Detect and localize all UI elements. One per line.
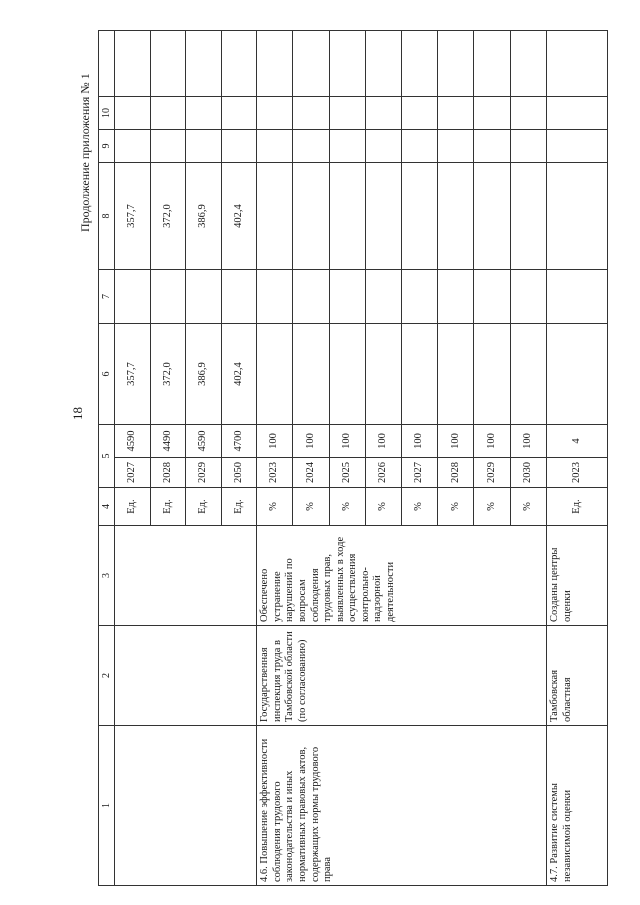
- year-cell: 2025: [329, 458, 365, 488]
- empty-cell: [115, 31, 151, 97]
- empty-cell: [329, 31, 365, 97]
- col7-cell: [510, 270, 546, 324]
- col7-cell: [474, 270, 510, 324]
- empty-cell: [115, 726, 257, 886]
- unit-cell: %: [438, 488, 474, 526]
- empty-cell: [365, 31, 401, 97]
- empty-cell: [474, 31, 510, 97]
- col7-cell: [115, 270, 151, 324]
- result-cell: Обеспечено устранение нарушений по вопросам соблюдения трудовых прав, выявленных в ходе осуществления контрольно-надзорной деятельности: [257, 526, 547, 626]
- col8-cell: 372,0: [150, 163, 186, 270]
- unit-cell: Ед.: [546, 488, 607, 526]
- year-cell: 2023: [546, 458, 607, 488]
- unit-cell: Ед.: [150, 488, 186, 526]
- measure-cell: 4.7. Развитие системы независимой оценки: [546, 726, 607, 886]
- year-cell: 2026: [365, 458, 401, 488]
- col10-cell: [365, 97, 401, 130]
- col9-cell: [257, 130, 293, 163]
- col10-cell: [150, 97, 186, 130]
- col6-cell: [329, 324, 365, 425]
- table-row: [257, 31, 293, 886]
- empty-cell: [293, 31, 329, 97]
- unit-cell: %: [329, 488, 365, 526]
- col6-cell: [293, 324, 329, 425]
- col8-cell: [329, 163, 365, 270]
- year-cell: 2030: [510, 458, 546, 488]
- col6-cell: 386,9: [186, 324, 222, 425]
- col9-cell: [293, 130, 329, 163]
- col9-cell: [438, 130, 474, 163]
- executor-cell: Тамбовская областная: [546, 626, 607, 726]
- unit-cell: %: [293, 488, 329, 526]
- empty-cell: [257, 31, 293, 97]
- unit-cell: %: [474, 488, 510, 526]
- col7-cell: [257, 270, 293, 324]
- col8-cell: [293, 163, 329, 270]
- col10-cell: [510, 97, 546, 130]
- col9-cell: [186, 130, 222, 163]
- year-cell: 2029: [474, 458, 510, 488]
- unit-cell: %: [365, 488, 401, 526]
- empty-cell: [115, 526, 257, 626]
- col7-cell: [329, 270, 365, 324]
- program-table: [98, 31, 608, 886]
- col7-cell: [365, 270, 401, 324]
- col-number: 7: [99, 270, 115, 324]
- col-number: 5: [99, 425, 115, 488]
- col-number: 3: [99, 526, 115, 626]
- col-number: 2: [99, 626, 115, 726]
- col10-cell: [186, 97, 222, 130]
- value-cell: 4490: [150, 425, 186, 458]
- empty-cell: [221, 31, 257, 97]
- col10-cell: [257, 97, 293, 130]
- col7-cell: [438, 270, 474, 324]
- col6-cell: [402, 324, 438, 425]
- col7-cell: [150, 270, 186, 324]
- year-cell: 2027: [402, 458, 438, 488]
- column-number-row: [99, 31, 115, 886]
- value-cell: 100: [510, 425, 546, 458]
- col7-cell: [402, 270, 438, 324]
- col10-cell: [329, 97, 365, 130]
- table-row: [115, 31, 151, 886]
- value-cell: 100: [402, 425, 438, 458]
- empty-cell: [546, 31, 607, 97]
- col6-cell: 357,7: [115, 324, 151, 425]
- col6-cell: [546, 324, 607, 425]
- unit-cell: %: [510, 488, 546, 526]
- value-cell: 4700: [221, 425, 257, 458]
- empty-cell: [510, 31, 546, 97]
- col6-cell: [510, 324, 546, 425]
- measure-cell: 4.6. Повышение эффективности соблюдения трудового законодательства и иных нормативных правовых актов, содержащих нормы трудового права: [257, 726, 547, 886]
- unit-cell: Ед.: [115, 488, 151, 526]
- col-number: 8: [99, 163, 115, 270]
- year-cell: 2050: [221, 458, 257, 488]
- col9-cell: [365, 130, 401, 163]
- col-number: 1: [99, 726, 115, 886]
- empty-cell: [438, 31, 474, 97]
- col10-cell: [546, 97, 607, 130]
- col9-cell: [221, 130, 257, 163]
- col6-cell: [257, 324, 293, 425]
- col10-cell: [221, 97, 257, 130]
- table-row: [546, 31, 607, 886]
- empty-cell: [150, 31, 186, 97]
- unit-cell: %: [257, 488, 293, 526]
- col8-cell: 402,4: [221, 163, 257, 270]
- empty-cell: [115, 626, 257, 726]
- year-cell: 2028: [438, 458, 474, 488]
- value-cell: 100: [474, 425, 510, 458]
- col8-cell: [402, 163, 438, 270]
- executor-cell: Государственная инспекция труда в Тамбовской области (по согласованию): [257, 626, 547, 726]
- col9-cell: [402, 130, 438, 163]
- year-cell: 2024: [293, 458, 329, 488]
- col6-cell: [474, 324, 510, 425]
- col8-cell: [438, 163, 474, 270]
- col6-cell: [438, 324, 474, 425]
- col7-cell: [293, 270, 329, 324]
- year-cell: 2028: [150, 458, 186, 488]
- col7-cell: [546, 270, 607, 324]
- result-cell: Созданы центры оценки: [546, 526, 607, 626]
- value-cell: 4590: [186, 425, 222, 458]
- col10-cell: [293, 97, 329, 130]
- col-number: 10: [99, 97, 115, 130]
- col10-cell: [474, 97, 510, 130]
- continuation-note: Продолжение приложения № 1: [78, 73, 92, 232]
- col9-cell: [329, 130, 365, 163]
- col6-cell: [365, 324, 401, 425]
- unit-cell: %: [402, 488, 438, 526]
- col9-cell: [546, 130, 607, 163]
- col9-cell: [150, 130, 186, 163]
- unit-cell: Ед.: [186, 488, 222, 526]
- year-cell: 2023: [257, 458, 293, 488]
- unit-cell: Ед.: [221, 488, 257, 526]
- col10-cell: [115, 97, 151, 130]
- col-number: [99, 31, 115, 97]
- col8-cell: [474, 163, 510, 270]
- col6-cell: 372,0: [150, 324, 186, 425]
- value-cell: 100: [293, 425, 329, 458]
- col8-cell: 357,7: [115, 163, 151, 270]
- value-cell: 100: [257, 425, 293, 458]
- value-cell: 4590: [115, 425, 151, 458]
- empty-cell: [186, 31, 222, 97]
- empty-cell: [402, 31, 438, 97]
- col7-cell: [186, 270, 222, 324]
- col9-cell: [115, 130, 151, 163]
- col10-cell: [402, 97, 438, 130]
- col8-cell: [365, 163, 401, 270]
- col-number: 6: [99, 324, 115, 425]
- value-cell: 100: [365, 425, 401, 458]
- col8-cell: [510, 163, 546, 270]
- col7-cell: [221, 270, 257, 324]
- col-number: 9: [99, 130, 115, 163]
- col6-cell: 402,4: [221, 324, 257, 425]
- col-number: 4: [99, 488, 115, 526]
- value-cell: 100: [438, 425, 474, 458]
- value-cell: 100: [329, 425, 365, 458]
- col8-cell: 386,9: [186, 163, 222, 270]
- value-cell: 4: [546, 425, 607, 458]
- year-cell: 2029: [186, 458, 222, 488]
- year-cell: 2027: [115, 458, 151, 488]
- col9-cell: [474, 130, 510, 163]
- col8-cell: [257, 163, 293, 270]
- page-number: 18: [70, 407, 85, 420]
- col10-cell: [438, 97, 474, 130]
- col8-cell: [546, 163, 607, 270]
- col9-cell: [510, 130, 546, 163]
